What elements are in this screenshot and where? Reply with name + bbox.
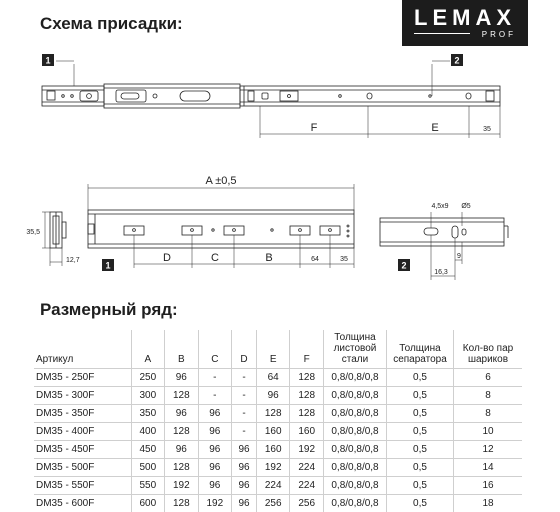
dim-A: A ±0,5	[205, 175, 236, 187]
table-cell: 128	[165, 423, 198, 441]
table-cell: 96	[165, 369, 198, 387]
table-row	[34, 477, 522, 495]
table-cell: 8	[454, 405, 523, 423]
dim-hole-size: 4,5x9	[431, 203, 448, 210]
table-cell: 8	[454, 387, 523, 405]
table-cell: 224	[290, 477, 324, 495]
table-cell: DM35 - 400F	[34, 423, 131, 441]
marker-1-bottom-label: 1	[105, 261, 110, 271]
col-E: E	[256, 330, 289, 369]
dim-16-3: 16,3	[434, 269, 448, 276]
scheme-heading: Схема присадки:	[40, 14, 183, 34]
table-cell: 96	[165, 441, 198, 459]
front-notch	[47, 91, 55, 100]
dim-C: C	[211, 252, 219, 264]
col-D: D	[232, 330, 257, 369]
table-cell: 0,8/0,8/0,8	[324, 459, 387, 477]
table-cell: 0,5	[387, 405, 454, 423]
table-cell: -	[232, 369, 257, 387]
table-cell: 0,5	[387, 459, 454, 477]
table-row	[34, 495, 522, 512]
table-cell: 400	[131, 423, 164, 441]
table-cell: DM35 - 250F	[34, 369, 131, 387]
dim-diameter: Ø5	[461, 203, 470, 210]
table-cell: 96	[232, 441, 257, 459]
table-row	[34, 459, 522, 477]
table-cell: 0,8/0,8/0,8	[324, 405, 387, 423]
cabinet-rail	[88, 210, 354, 248]
table-cell: -	[198, 387, 231, 405]
marker-2-top-label: 2	[454, 56, 459, 66]
table-cell: DM35 - 550F	[34, 477, 131, 495]
table-cell: 96	[198, 459, 231, 477]
logo-brand: LEMAX	[414, 5, 516, 31]
table-cell: 96	[256, 387, 289, 405]
table-cell: 0,5	[387, 387, 454, 405]
table-cell: -	[232, 405, 257, 423]
dim-35-5: 35,5	[26, 229, 40, 236]
cabinet-member-view	[42, 184, 354, 268]
table-cell: DM35 - 300F	[34, 387, 131, 405]
col-article: Артикул	[34, 330, 131, 369]
table-cell: 0,5	[387, 477, 454, 495]
table-cell: 600	[131, 495, 164, 512]
table-cell: 96	[232, 459, 257, 477]
table-cell: 128	[165, 459, 198, 477]
table-cell: 450	[131, 441, 164, 459]
table-cell: 128	[165, 387, 198, 405]
table-cell: 300	[131, 387, 164, 405]
table-cell: 160	[290, 423, 324, 441]
col-F: F	[290, 330, 324, 369]
table-header-row	[34, 330, 522, 369]
table-row	[34, 423, 522, 441]
table-cell: DM35 - 600F	[34, 495, 131, 512]
table-cell: -	[198, 369, 231, 387]
table-cell: 0,8/0,8/0,8	[324, 477, 387, 495]
table-cell: -	[232, 387, 257, 405]
table-cell: 256	[290, 495, 324, 512]
dim-12-7: 12,7	[66, 257, 80, 264]
dim-35-bottom: 35	[340, 256, 348, 263]
table-cell: 160	[256, 423, 289, 441]
table-cell: 0,8/0,8/0,8	[324, 495, 387, 512]
col-ball-pairs: Кол-во пар шариков	[454, 330, 523, 369]
table-cell: 128	[290, 369, 324, 387]
table-cell: 96	[198, 423, 231, 441]
col-C: C	[198, 330, 231, 369]
table-row	[34, 405, 522, 423]
table-cell: 14	[454, 459, 523, 477]
table-cell: 6	[454, 369, 523, 387]
table-body	[34, 369, 522, 512]
table-cell: 96	[198, 441, 231, 459]
table-cell: 224	[256, 477, 289, 495]
table-cell: 96	[165, 405, 198, 423]
dim-B: B	[265, 252, 272, 264]
table-row	[34, 441, 522, 459]
logo-sub: PROF	[482, 30, 516, 39]
table-row	[34, 387, 522, 405]
table-cell: 16	[454, 477, 523, 495]
table-cell: DM35 - 350F	[34, 405, 131, 423]
table-cell: 500	[131, 459, 164, 477]
table-cell: 96	[232, 495, 257, 512]
table-cell: 96	[198, 405, 231, 423]
table-row	[34, 369, 522, 387]
table-cell: 224	[290, 459, 324, 477]
dim-E: E	[431, 122, 438, 134]
table-cell: 18	[454, 495, 523, 512]
table-cell: 128	[256, 405, 289, 423]
table-cell: 250	[131, 369, 164, 387]
table-cell: 128	[290, 387, 324, 405]
dim-64: 64	[311, 256, 319, 263]
col-B: B	[165, 330, 198, 369]
range-heading: Размерный ряд:	[40, 300, 178, 320]
col-steel-thickness: Толщина листовой стали	[324, 330, 387, 369]
dim-9: 9	[457, 253, 461, 260]
table-cell: 192	[198, 495, 231, 512]
table-cell: 350	[131, 405, 164, 423]
table-cell: 256	[256, 495, 289, 512]
table-cell: 96	[232, 477, 257, 495]
col-A: A	[131, 330, 164, 369]
table-cell: 0,8/0,8/0,8	[324, 387, 387, 405]
table-cell: 128	[290, 405, 324, 423]
table-cell: 0,5	[387, 495, 454, 512]
table-cell: 0,5	[387, 441, 454, 459]
table-cell: 550	[131, 477, 164, 495]
table-cell: 0,8/0,8/0,8	[324, 369, 387, 387]
table-cell: DM35 - 500F	[34, 459, 131, 477]
table-cell: 96	[198, 477, 231, 495]
table-cell: 192	[256, 459, 289, 477]
table-cell: 192	[165, 477, 198, 495]
table-cell: -	[232, 423, 257, 441]
table-cell: 0,5	[387, 369, 454, 387]
table-cell: 0,5	[387, 423, 454, 441]
marker-2-bottom-label: 2	[401, 261, 406, 271]
table-cell: 64	[256, 369, 289, 387]
table-cell: 128	[165, 495, 198, 512]
marker-1-top-label: 1	[45, 56, 50, 66]
table-cell: 0,8/0,8/0,8	[324, 423, 387, 441]
table-cell: 192	[290, 441, 324, 459]
table-cell: DM35 - 450F	[34, 441, 131, 459]
dim-F: F	[311, 122, 318, 134]
outer-member	[240, 86, 500, 106]
dim-D: D	[163, 252, 171, 264]
col-separator-thickness: Толщина сепаратора	[387, 330, 454, 369]
table-cell: 0,8/0,8/0,8	[324, 441, 387, 459]
table-cell: 160	[256, 441, 289, 459]
dim-35-top: 35	[483, 126, 491, 133]
table-cell: 12	[454, 441, 523, 459]
table-cell: 10	[454, 423, 523, 441]
size-range-table	[34, 330, 522, 512]
